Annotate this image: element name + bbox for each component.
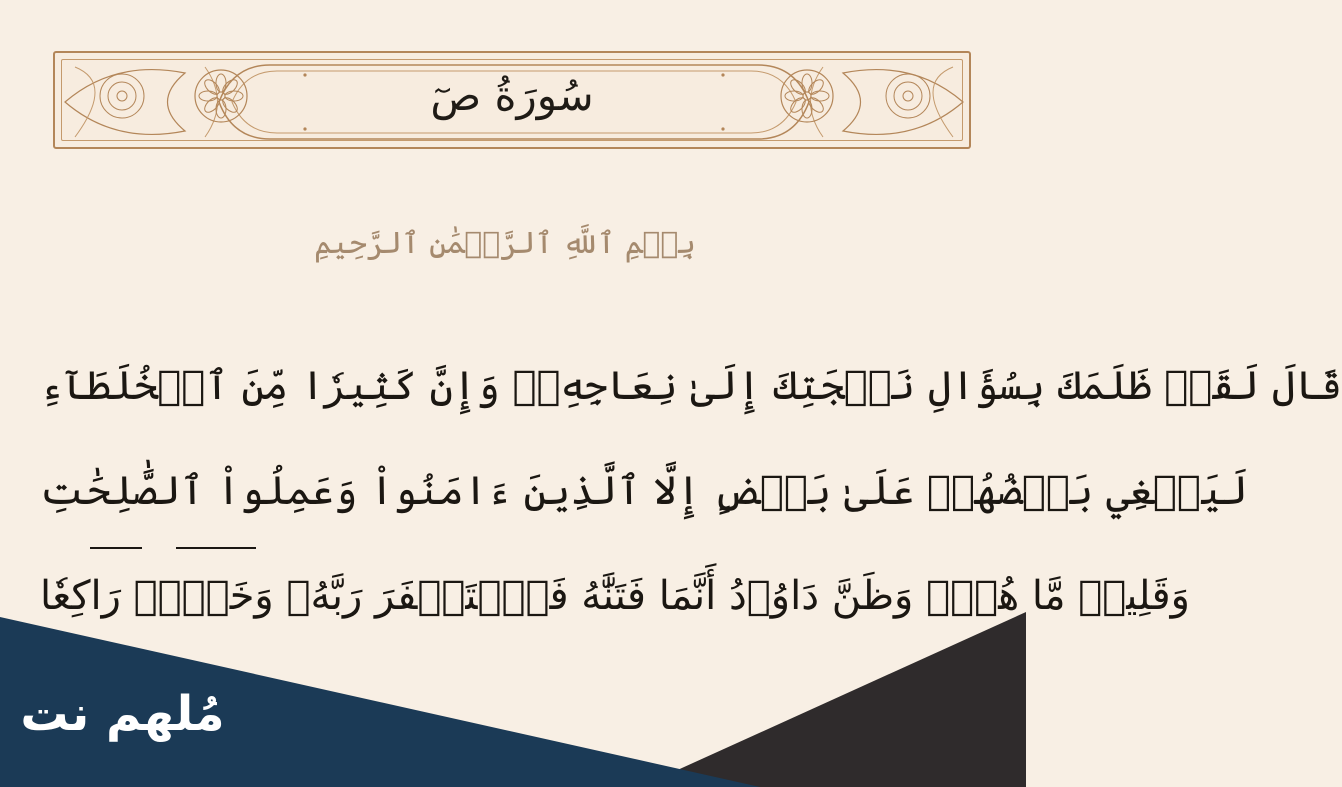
verse-line-3: وَقَلِيلٞ مَّا هُمۡۗ وَظَنَّ دَاوُۥدُ أَنَّمَا فَتَنَّٰهُ فَٱسۡتَغۡفَرَ رَبَّهُۥ وَخَرَّۤ رَاكِعٗا — [40, 573, 1190, 619]
site-logo-text: مُلهم نت — [20, 686, 225, 742]
surah-title: سُورَةُ صٓ — [430, 70, 594, 120]
verse-line-2: لَيَبۡغِي بَعۡضُهُمۡ عَلَىٰ بَعۡضٍ إِلَّا ٱلَّذِينَ ءَامَنُواْ وَعَمِلُواْ ٱلصَّٰلِحَٰتِ — [40, 468, 1248, 514]
verse-line-1: قَالَ لَقَدۡ ظَلَمَكَ بِسُؤَالِ نَعۡجَتِكَ إِلَىٰ نِعَاجِهِۦۖ وَإِنَّ كَثِيرٗا مِّنَ ٱلۡخُلَطَآءِ — [40, 363, 1342, 409]
banner-dark-wedge — [640, 612, 1026, 787]
basmala: بِسۡمِ ٱللَّهِ ٱلرَّحۡمَٰنِ ٱلرَّحِيمِ — [314, 225, 696, 261]
